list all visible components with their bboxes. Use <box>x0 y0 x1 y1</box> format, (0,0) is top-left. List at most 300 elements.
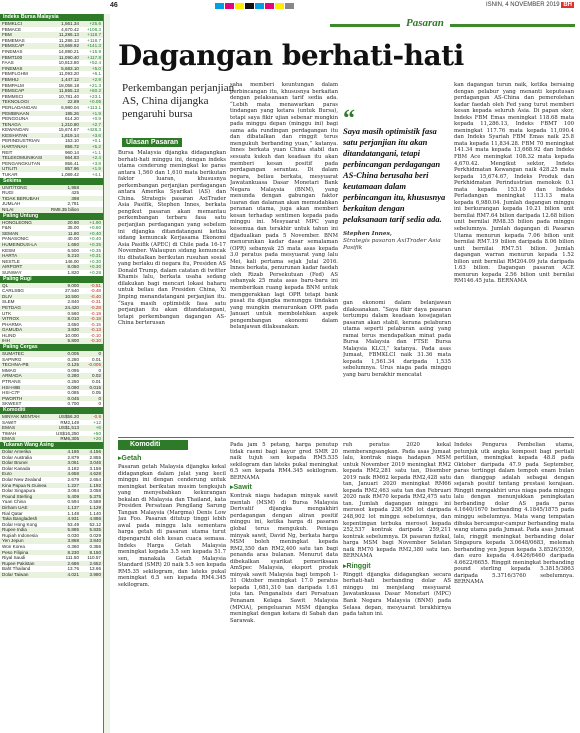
table-cell: 1.650 <box>67 241 79 247</box>
table-cell: PEMBINAAN <box>2 110 30 116</box>
komoditi-column-3 <box>343 442 451 733</box>
table-cell: +3.6 <box>91 132 101 138</box>
table-cell: FAAS <box>2 60 14 66</box>
table-cell: 614.20 <box>64 116 79 122</box>
table-cell: 425 <box>71 190 79 196</box>
table-cell: 153.10 <box>64 138 79 144</box>
table-cell: -0.28 <box>90 304 101 310</box>
table-cell: FBMKLCI <box>2 21 22 26</box>
sidebar-section-title: Indeks Bursa Malaysia <box>0 14 103 21</box>
color-swatch <box>285 3 294 9</box>
pull-quote-text: Saya masih optimistik fasa satu perjanjian itu akan ditandatangani, tetapi perbincangan perdagangan AS-China berusaha beri keutamaan dalam perbincangan itu, khususnya berkaitan dengan pelaksanaan tarif sedia ada. <box>343 126 446 224</box>
table-cell: KESM <box>2 247 16 253</box>
table-cell: 11,286.13 <box>58 32 79 38</box>
sidebar-table <box>0 351 103 407</box>
table-cell: 2.855 <box>89 454 101 460</box>
table-cell: Rupee Pakistan <box>2 560 35 566</box>
table-cell: TECHNA-PB <box>2 362 29 368</box>
market-data-sidebar <box>0 14 104 733</box>
table-cell: SLEM <box>2 299 15 305</box>
table-cell: PHARMA <box>2 321 22 327</box>
table-cell: +15.9 <box>89 48 101 54</box>
table-cell: Dolar Kanada <box>2 465 31 471</box>
table-cell: 9.000 <box>67 282 79 288</box>
table-cell: HSI-C7F <box>2 390 20 396</box>
table-cell: EMAS <box>2 436 16 442</box>
table-cell: +0.05 <box>89 99 101 105</box>
table-cell: +1.90 <box>89 219 101 225</box>
table-cell: -0.31 <box>90 299 101 305</box>
sawit-subhead: ▸ Sawit <box>230 483 338 491</box>
table-cell: 2.679 <box>67 476 79 482</box>
table-cell: 2.652 <box>89 560 101 566</box>
table-cell: 3.058 <box>89 488 101 494</box>
section-divider <box>118 437 574 438</box>
table-row <box>0 572 103 578</box>
sidebar-section-title: Tukaran Wang Asing <box>0 442 103 449</box>
table-cell: 3.061 <box>67 460 79 466</box>
brand-badge: BH <box>563 2 572 8</box>
table-cell: +60.2 <box>89 88 101 94</box>
table-cell: NILAI <box>2 207 14 212</box>
table-cell: FBMHIJ <box>2 76 19 82</box>
table-cell: 0.045 <box>67 395 79 401</box>
table-cell: -0.51 <box>90 282 101 288</box>
getah-text: Pasaran getah Malaysia dijangka kekal didagangkan dalam julat yang kecil minggu ini dengan cenderung untuk meningkat berikutan musim tengkujuh yang menyebabkan kekurangan bekalan di Malaysia dan Thailand, kata Presiden Persatuan Pengilang Sarung Tangan Malaysia (Margma) Denis Low Jau Foo. Pasaran ditutup tinggi lebih awal pada minggu lalu sementara harga getah di pasaran utama turut dipengaruhi oleh kesan cuaca semasa. Indeks Harga Getah Malaysia meningkat kepada 3.5 sen kepada 51.7 sen, manakala Getah Malaysia Standard (SMR) 20 naik 5.5 sen kepada RM5.35 sekilogram, dan lateks pukal meningkat 6.5 sen kepada RM4.345 sekilogram. <box>118 464 226 588</box>
table-cell: 15,674.67 <box>58 127 79 133</box>
table-cell: F&N <box>2 225 12 231</box>
table-cell: 11,286.13 <box>58 37 79 43</box>
table-cell: FINEMAS <box>2 65 23 71</box>
sidebar-section-title: Paling Untung <box>0 213 103 220</box>
table-cell: -0.48 <box>90 288 101 294</box>
table-cell: +118.7 <box>87 32 101 38</box>
table-cell: -0.18 <box>90 316 101 322</box>
table-cell: 1.192 <box>89 482 101 488</box>
table-cell: 4.156 <box>89 448 101 454</box>
table-cell: Dolar Hong Kong <box>2 521 38 527</box>
sidebar-table <box>0 21 103 178</box>
color-swatch <box>225 3 234 9</box>
table-cell: 20.90 <box>67 219 79 225</box>
table-cell: Dolar Amerika <box>2 448 31 454</box>
table-cell: 11,555.13 <box>58 88 79 94</box>
sidebar-section-title: Paling Cergas <box>0 344 103 351</box>
table-cell: SAPNRG <box>2 356 22 362</box>
table-cell: 960.14 <box>64 149 79 155</box>
komoditi-column-1 <box>118 452 226 733</box>
table-cell: -0.10 <box>90 332 101 338</box>
article-column-2: saha memberi keuntungan dalam perbincangan itu, khususnya berkaitan dengan pelaksanaan tarif sedia ada. “Lebih mata menawarkan paras tindangan yang ketara (untuk Bursa), tetapi saya fikir ujian sebenar mungkin pada minggu depan (minggu ini) bagi sama ada rundingan perdagangan itu dan dibatalkan dan ringgit terus mengukuh berbanding yuan,” katanya. Innes berkata yuan China stabil dan sesuatu kukuh dan keadaan itu akan memberi kesan positif pada perdagangan serantau. Di dalam negara, beliau berkata, mesyuarat Jawatankuasa Dasar Monetari Bank Negara Malaysia (BNM), yang menunda dengan gabungan faktor luaran dan dalaman akan memudahkan peranan utama, juga akan memberi kesan terhadap sentimen kepada pada minggu ini. Mesyuarat MPC yang kesemua dan terakhir untuk tahun ini dijadualkan pada 5 November. BNM menurunkan kadar dasar semalaman (OPR) sebanyak 25 mata asas kepada 3.0 peratus pada mesyuarat yang lalu Mei, kali pertama sejak Julai 2016. Innes berkata, penurunan kadar faedah oleh Rizab Persekutuan (Fed) AS sebanyak 25 mata asas baru-baru ini memberikan ruang kepada BNM untuk menggerakkan lagi OPR tetapi bank pusat itu dijangka menunggu tindakan yang mungkin menurunkan OPR pada Januari untuk membolehkan aspek pengembangan ekonomi dalam belanjawan dilaksanakan. <box>230 82 338 331</box>
section-kicker <box>330 18 575 32</box>
color-swatch <box>255 3 264 9</box>
table-cell: 1,089.42 <box>61 172 79 178</box>
color-swatch <box>275 3 284 9</box>
table-cell: 0.280 <box>67 373 79 379</box>
table-cell: +0.31 <box>89 253 101 259</box>
sidebar-table <box>0 414 103 442</box>
table-cell: 1.137 <box>67 504 79 510</box>
table-cell: UTK <box>2 310 12 316</box>
table-cell: FBMT100 <box>2 54 23 60</box>
table-cell: FBMPALM <box>2 82 24 88</box>
table-cell: 0.015 <box>89 384 101 390</box>
table-cell: 0.030 <box>67 532 79 538</box>
table-cell: 4,670.42 <box>61 26 79 32</box>
table-cell: EMAS <box>2 425 16 431</box>
table-cell: PENGGUNA <box>2 116 29 122</box>
table-cell: UTILITI <box>2 166 18 172</box>
table-cell: 5.835 <box>89 527 101 533</box>
table-cell: RM8.35 bilion <box>50 207 79 212</box>
table-cell: 0.05 <box>92 390 101 396</box>
table-cell: VITROX <box>2 316 20 322</box>
table-cell: 1.227 <box>67 482 79 488</box>
table-cell: +6 <box>95 425 101 431</box>
table-cell: 6.500 <box>67 247 79 253</box>
table-cell: Dolar Taiwan <box>2 572 29 578</box>
sidebar-rail <box>104 14 110 733</box>
table-cell: +52.4 <box>89 60 101 66</box>
date-text: ISNIN, 4 NOVEMBER 2019 <box>485 2 560 8</box>
table-cell: PENGANGKUTAN <box>2 160 41 166</box>
table-cell <box>79 207 101 213</box>
table-cell: +3.8 <box>91 160 101 166</box>
table-cell: Dolar New Zealand <box>2 476 42 482</box>
table-cell: 10.500 <box>64 293 79 299</box>
table-cell: FBM <box>2 32 12 38</box>
table-cell: HLIND <box>2 332 16 338</box>
table-cell: 0 <box>98 401 101 407</box>
table-cell: Riyal Saudi <box>2 555 26 561</box>
table-cell: 0 <box>98 351 101 357</box>
sidebar-table <box>0 283 103 345</box>
table-cell: +141.3 <box>86 43 101 49</box>
table-cell: +428.3 <box>86 127 101 133</box>
table-cell: Rupiah Indonesia <box>2 532 38 538</box>
table-cell: 195.26 <box>64 110 79 116</box>
table-cell: 5.409 <box>67 493 79 499</box>
table-cell: +0.30 <box>89 264 101 270</box>
table-cell: 11,090.40 <box>58 54 79 60</box>
table-cell: RM2,149 <box>60 419 79 425</box>
table-cell: PERLADANGAN <box>2 104 37 110</box>
table-cell: 5.800 <box>67 338 79 344</box>
table-cell: 53.49 <box>67 521 79 527</box>
table-cell: Won Korea <box>2 544 25 550</box>
table-cell: Rupee India <box>2 527 27 533</box>
page-number: 46 <box>110 2 118 9</box>
table-cell: 1,958 <box>67 184 79 190</box>
table-cell: 0.01 <box>92 356 101 362</box>
table-cell: SUMATEC <box>2 351 25 357</box>
table-cell: PETDAG <box>2 304 21 310</box>
table-cell: FBMACE <box>2 26 22 32</box>
table-cell: MINYAK MENTAH <box>2 414 40 419</box>
table-row <box>0 270 103 276</box>
sidebar-section-title: Sekima <box>0 178 103 185</box>
table-cell: +0.30 <box>89 258 101 264</box>
table-cell: -0.8 <box>93 414 101 419</box>
table-cell: ARMADA <box>2 373 22 379</box>
table-cell: +50 <box>93 430 101 436</box>
table-cell: +2.7 <box>91 121 101 127</box>
table-cell: FBMEMAS <box>2 37 25 43</box>
sawit-text: Kontrak niaga hadapan minyak sawit mentah (MSM) di Bursa Malaysia Derivatif dijangka mengakhiri perdagangan dengan aliran positif minggu ini, ketika harga di pasaran global terus mengukuh. Peniaga minyak sawit, David Ng, berkata harga MSM boleh meningkat kepada RM2,350 dan RM2,400 satu tan bagi penanda aras bulanan. Menurut data dibekalkan syarikat pemeriksaan AmSpec Malaysia, eksport produk minyak sawit Malaysia bagi tempoh 1-31 Oktober meningkat 17.0 peratus kepada 1,681,310 tan daripada 1.61 juta tan. Penganalisis dari Persatuan Penanam Kelapa Sawit Malaysia (MPOA), pengeluaran MSM dijangka meningkat dengan ketara di Sabah dan Sarawak. <box>230 493 338 624</box>
table-cell: +1.1 <box>91 149 101 155</box>
table-cell: +25.6 <box>89 21 101 26</box>
table-cell: 3.840 <box>89 538 101 544</box>
table-cell: US$56.20 <box>58 414 79 419</box>
table-cell: FBMSCAP <box>2 88 25 94</box>
sawit-text-cont: ruh peratus 2020 kekal memberangsangkan. Pada asas Jumaat lalu, kontrak niaga hadapan MSM untuk November 2019 meningkat RM2 kepada RM2,281 satu tan, Disember 2019 naik RM62 kepada RM2,428 satu tan, Januari 2020 meningkat RM66 kepada RM2,463 satu tan dan Februari 2020 naik RM70 kepada RM2,475 satu tan. Jumlah dagangan minggu ini merosot kepada 238,456 lot daripada 248,902 lot minggu sebelumnya, dan kepentingan terbuka merosot kepada 252,537 kontrak daripada 259,211 kontrak sebelumnya. Di pasaran fizikal, harga MSM bagi November Selatan naik RM70 kepada RM2,380 satu tan. BERNAMA <box>343 442 451 560</box>
table-cell: 14,890.21 <box>58 48 79 54</box>
table-cell: 3.650 <box>67 321 79 327</box>
table-cell: Dirham UAE <box>2 504 28 510</box>
table-cell: CARLSBG <box>2 288 24 294</box>
table-cell: 0.560 <box>67 310 79 316</box>
table-cell: 10,813.80 <box>58 60 79 66</box>
table-cell: +12 <box>93 419 101 425</box>
table-cell: +0.35 <box>89 247 101 253</box>
table-cell: 3.980 <box>89 572 101 578</box>
table-cell: Kina Papua N.Guinea <box>2 482 47 488</box>
table-cell: 8.150 <box>89 549 101 555</box>
table-cell: MMAG <box>2 367 17 373</box>
table-cell: HARTA <box>2 253 18 259</box>
table-cell: SEMAN <box>2 230 19 236</box>
sidebar-section-title: Komoditi <box>0 407 103 414</box>
table-row <box>0 207 103 213</box>
table-cell: -0.10 <box>90 338 101 344</box>
table-cell: +20 <box>93 436 101 442</box>
table-cell: GAMUDA <box>2 327 23 333</box>
komoditi-column-2 <box>230 442 338 733</box>
table-cell: 856.41 <box>64 160 79 166</box>
table-cell: -0.15 <box>90 321 101 327</box>
table-cell: 0.588 <box>89 499 101 505</box>
table-cell: US$1,513 <box>58 425 79 431</box>
table-cell: HARTANAH <box>2 144 27 150</box>
quote-mark-icon: “ <box>343 106 355 132</box>
sidebar-table <box>0 449 103 578</box>
table-cell: 2.879 <box>67 454 79 460</box>
table-cell: 3.046 <box>89 460 101 466</box>
table-cell: Peso Filipina <box>2 549 29 555</box>
table-cell: FINEMAS <box>2 48 23 54</box>
table-cell: TEKNOLOGI <box>2 99 29 105</box>
table-cell: +108.3 <box>86 26 101 32</box>
pull-source-title: Strategis pasaran AxiTrader Asia Pasifik <box>343 238 441 251</box>
section-rule <box>330 24 575 27</box>
table-cell: 111.50 <box>65 555 79 561</box>
table-cell: 1,819.14 <box>61 132 79 138</box>
table-cell: Taka Bangladesh <box>2 516 38 522</box>
table-cell: 1.148 <box>67 510 79 516</box>
table-cell: 1.820 <box>67 269 79 275</box>
table-cell: +6.1 <box>91 71 101 77</box>
table-cell: 1,447.12 <box>61 76 79 82</box>
table-cell: +0.60 <box>89 225 101 231</box>
table-cell: TELEKOMUNIKASI <box>2 155 43 161</box>
table-cell: +0.40 <box>89 230 101 236</box>
ringgit-subhead: ▸ Ringgit <box>343 562 451 570</box>
table-cell: 0 <box>98 367 101 373</box>
table-cell: Yuan China <box>2 499 26 505</box>
table-cell: 4.886 <box>89 516 101 522</box>
table-cell: 5,683.10 <box>61 65 79 71</box>
table-cell: 0.090 <box>67 384 79 390</box>
table-cell: 5.885 <box>67 527 79 533</box>
table-cell: +113.1 <box>87 104 101 110</box>
table-cell: 0.02 <box>92 373 101 379</box>
table-cell: 4.021 <box>67 572 79 578</box>
table-cell: TIMAH <box>2 430 17 436</box>
table-cell: 4.186 <box>67 448 79 454</box>
table-cell: 53.12 <box>89 521 101 527</box>
table-cell: AIRPORT <box>2 264 23 270</box>
pull-source-name: Stephen Innes, <box>343 231 392 237</box>
table-cell: 0 <box>98 395 101 401</box>
table-cell: HSI-H8B <box>2 384 21 390</box>
table-cell: 0.01 <box>92 379 101 385</box>
table-cell: +5.0 <box>91 65 101 71</box>
table-cell: +0.9 <box>91 116 101 122</box>
article-column-1: Bursa Malaysia dijangka didagangkan berhati-hati minggu ini, dengan indeks utama cenderung meningkat ke paras antara 1,560 dan 1,610 mata berikutan faktor luaran, khususnya perkembangan perjanjian perdagangan antara Amerika Syarikat (AS) dan China. Strategis pasaran AxiTrader Asia Pasifik, Stephen Innes, berkata pengikut pasaran akan memantau perkembangan terbaru fasa satu perjanjian perdagangan yang sebelum ini dijangka ditandatangani ketika sidang kemuncak Kerjasama Ekonomi Asia Pasifik (APEC) di Chile pada 16-17 November. Walaupun sidang kemuncak itu dibatalkan berikutan rusuhan sosial yang berlaku di negara itu, Presiden AS Donald Trump, dalam catatan di twitter Khamis lalu, berkata usaha sedang dilakukan bagi mencari lokasi baharu untuk beliau dan Presiden China, Xi Jinping menandatangani perjanjian itu. “Saya masih optimistik fasa satu perjanjian itu akan ditandatangani, tetapi perkembangan dagangan AS-China berterusan <box>118 150 226 327</box>
table-cell: +0.28 <box>89 269 101 275</box>
table-cell: 0.280 <box>67 356 79 362</box>
table-cell: 11,093.20 <box>58 71 79 77</box>
table-cell: US$16,250 <box>56 430 79 436</box>
table-cell: 0.700 <box>67 401 79 407</box>
table-cell: FBMMSCI <box>2 93 24 99</box>
color-swatch <box>245 3 254 9</box>
table-cell: 2.840 <box>67 299 79 305</box>
table-cell: TIDAK BERUBAH <box>2 195 40 201</box>
table-cell: 3.084 <box>67 488 79 494</box>
color-swatch <box>215 3 224 9</box>
table-cell: HONGLEONG <box>2 219 32 225</box>
table-cell: 11.80 <box>67 230 79 236</box>
byline-badge: Ulasan Pasaran <box>122 138 182 147</box>
table-cell: 10,781.40 <box>58 93 79 99</box>
table-cell: 3.830 <box>67 327 79 333</box>
table-cell: 4.931 <box>67 516 79 522</box>
table-cell: +23.1 <box>89 93 101 99</box>
table-cell: FBMFLGHM <box>2 71 28 77</box>
table-cell: 3.868 <box>67 538 79 544</box>
table-cell: 1.129 <box>89 504 101 510</box>
table-cell: 3.158 <box>89 465 101 471</box>
table-cell: +0.35 <box>89 241 101 247</box>
table-cell: KESIHATAN <box>2 132 28 138</box>
table-cell: 0.250 <box>67 379 79 385</box>
table-cell: FBMSCAP <box>2 43 25 49</box>
color-registration-marks <box>215 3 294 9</box>
table-cell: QL <box>2 282 9 288</box>
table-cell: 0.085 <box>67 390 79 396</box>
table-cell: Euro <box>2 471 12 477</box>
table-cell: 0.095 <box>67 367 79 373</box>
table-cell: 24.420 <box>64 304 79 310</box>
table-cell: +5.2 <box>91 144 101 150</box>
table-cell: +1.9 <box>91 110 101 116</box>
table-cell: Dolar Brunei <box>2 460 28 466</box>
table-cell: 5.210 <box>67 253 79 259</box>
table-cell: PTRANS <box>2 379 21 385</box>
table-cell: KEWANGAN <box>2 127 29 133</box>
table-cell: 8.050 <box>67 264 79 270</box>
table-cell: Yen Jepun <box>2 538 24 544</box>
getah-text-cont: Pada jam 5 petang, harga penutup tidak rasmi bagi kayur gred SMR 20 naik tujuh sen kepada RM5.535 sekilogram dan lateks pukal meningkat 6.5 sen kepada RM4.345 sekilogram. BERNAMA <box>230 442 338 481</box>
table-cell: +1.9 <box>91 166 101 172</box>
table-cell: 8.010 <box>67 316 79 322</box>
table-cell: 13.76 <box>67 566 79 572</box>
article-column-4: kan dagangan turun naik, ketika bersaing dengan pelabur yang menanti keputusan perdagangan AS-China dan pemerolehan kadar faedah oleh Fed yang turut memberi kesan kepada seluruh Asia. Di papan skor, Indeks FBM Emas meningkat 118.68 mata kepada 11,286.13, Indeks FBMT 100 meningkat 117.76 mata kepada 11,090.4 dan Indeks Syariah FBM Emas naik 25.8 mata kepada 11,834.28. FBM 70 meningkat 141.34 mata kepada 13,668.92 dan Indeks FBM Ace meningkat 108.32 mata kepada 4,670.42. Mengikut sektor, Indeks Perkhidmatan Kewangan naik 428.25 mata kepada 15,674.67, Indeks Produk dan Perkhidmatan Perindustrian menokok 0.1 mata kepada 153.10 dan Indeks Perladangan meningkat 113.13 mata kepada 6,980.04. Jumlah dagangan minggu ini berkurangan kepada 10.21 bilion unit bernilai RM7.64 bilion daripada 12.68 bilion unit bernilai RM8.35 bilion pada minggu sebelumnya. Jumlah dagangan di Pasaran Utama menurun kepada 7.06 bilion unit bernilai RM7.19 bilion daripada 8.06 bilion unit bernilai RM7.51 bilion. Jumlah dagangan warran menurun kepada 1.52 bilion unit bernilai RM204.09 juta daripada 1.63 bilion. Dagangan pasaran ACE menurun kepada 2.56 bilion unit bernilai RM146.45 juta. BERNAMA <box>454 82 574 285</box>
table-cell: NESTLE <box>2 258 20 264</box>
table-cell: 0.005 <box>67 351 79 357</box>
table-cell: 857.96 <box>64 166 79 172</box>
table-cell: UNIT/TONG <box>2 184 28 190</box>
table-cell: +118.7 <box>87 37 101 43</box>
ringgit-text: Ringgit dijangka didagangkan secara berhati-hati berbanding dolar AS minggu ini menjelang mesyuarat Jawatankuasa Dasar Monetari (MPC) Bank Negara Malaysia (BNM) pada Selasa depan, mesyuarat terakhirnya pada tahun ini. <box>343 571 451 618</box>
table-cell: 22.89 <box>67 99 79 105</box>
table-cell: 110.57 <box>87 555 101 561</box>
table-cell: 27.540 <box>64 288 79 294</box>
getah-subhead: ▸ Getah <box>118 454 226 462</box>
table-cell: 3.182 <box>67 465 79 471</box>
table-cell: +117.8 <box>87 54 101 60</box>
table-cell: PWORTH <box>2 395 23 401</box>
table-cell: 0.356 <box>89 544 101 550</box>
table-cell: TENAGA <box>2 121 21 127</box>
table-cell: +2.9 <box>91 76 101 82</box>
table-cell: 0.125 <box>67 362 79 368</box>
dateline <box>486 2 574 8</box>
table-cell: 1,210.80 <box>61 121 79 127</box>
table-cell: IHH <box>2 338 10 344</box>
table-cell: +21.3 <box>89 82 101 88</box>
table-cell: RUGI <box>2 190 14 196</box>
table-row <box>0 172 103 178</box>
table-cell: 10.000 <box>64 332 79 338</box>
table-cell: 398 <box>71 195 79 201</box>
table-cell: TUKAR <box>2 172 18 178</box>
section-label: Pasaran <box>400 17 450 29</box>
table-cell: -0.19 <box>90 310 101 316</box>
table-cell: -0.005 <box>87 362 101 368</box>
article-column-3: gan ekonomi dalam belanjawan dilaksanakan. “Saya fikir daya pasaran tertumpu dalam keadaan kesejagatan pasaran akan stabil, kerana pelaburan utama seperti pelaburan asing yang ramai terus mendapatkan minat pada Bursa Malaysia dan FTSE Bursa Malaysia KLCI,” katanya. Pada asas Jumaat, FBMKLCI naik 31.36 mata kepada 1,561.34 daripada 1,535 sebelumnya. Urus niaga pada minggu yang baru berakhir mencatat <box>343 300 451 379</box>
komoditi-column-4: Indeks Pengurus Pembelian utama, petunjuk utk angka komposit bagi pertiali pertilian, meningkat kepada 48.8 pada Oktober daripada 47.9 pada September, paras tertinggi dalam tempoh enam bulan dan dianggap adalah sebagai dengan sejarah positif tentang prestasi kerajaan. Ringgit mengakhiri urus niaga pada minggu lalu dengan menunjukkan peningkatan berbanding dolar AS pada paras 4.1640/1670 berbanding 4.1845/1875 pada minggu sebelumnya. Mata wang tempatan dibuka bercampur-campur berbanding mata wang utama pada Jumaat. Pada asas Jumaat lalu, ringgit meningkat berbanding dolar Singapura kepada 3.0648/0683, melemah berbanding yen Jepun kepada 3.8526/3559, dan euro kepada 4.6426/6460 daripada 4.6622/6655. Ringgit meningkat berbanding pound sterling kepada 5.3815/3863 daripada 5.3716/3760 sebelumnya. BERNAMA <box>454 442 574 586</box>
table-cell: Dolar Australia <box>2 454 32 460</box>
table-cell: +2.4 <box>91 155 101 161</box>
sidebar-table <box>0 185 103 213</box>
table-cell: Baht Thailand <box>2 566 31 572</box>
table-cell: 0.594 <box>67 499 79 505</box>
table-cell: PERINDUSTRIAN <box>2 138 40 144</box>
table-cell: +4.1 <box>91 172 101 178</box>
table-cell: 6,980.04 <box>61 104 79 110</box>
table-cell: 2,781 <box>67 201 79 207</box>
pull-quote <box>343 106 451 252</box>
table-cell: 8.230 <box>67 549 79 555</box>
table-cell: JUMLAH <box>2 201 21 207</box>
sidebar-table <box>0 220 103 276</box>
table-cell: 0.029 <box>89 532 101 538</box>
table-cell: SKWEST <box>2 401 22 407</box>
table-cell: 664.83 <box>64 155 79 161</box>
table-cell: SUNWAY <box>2 269 22 275</box>
